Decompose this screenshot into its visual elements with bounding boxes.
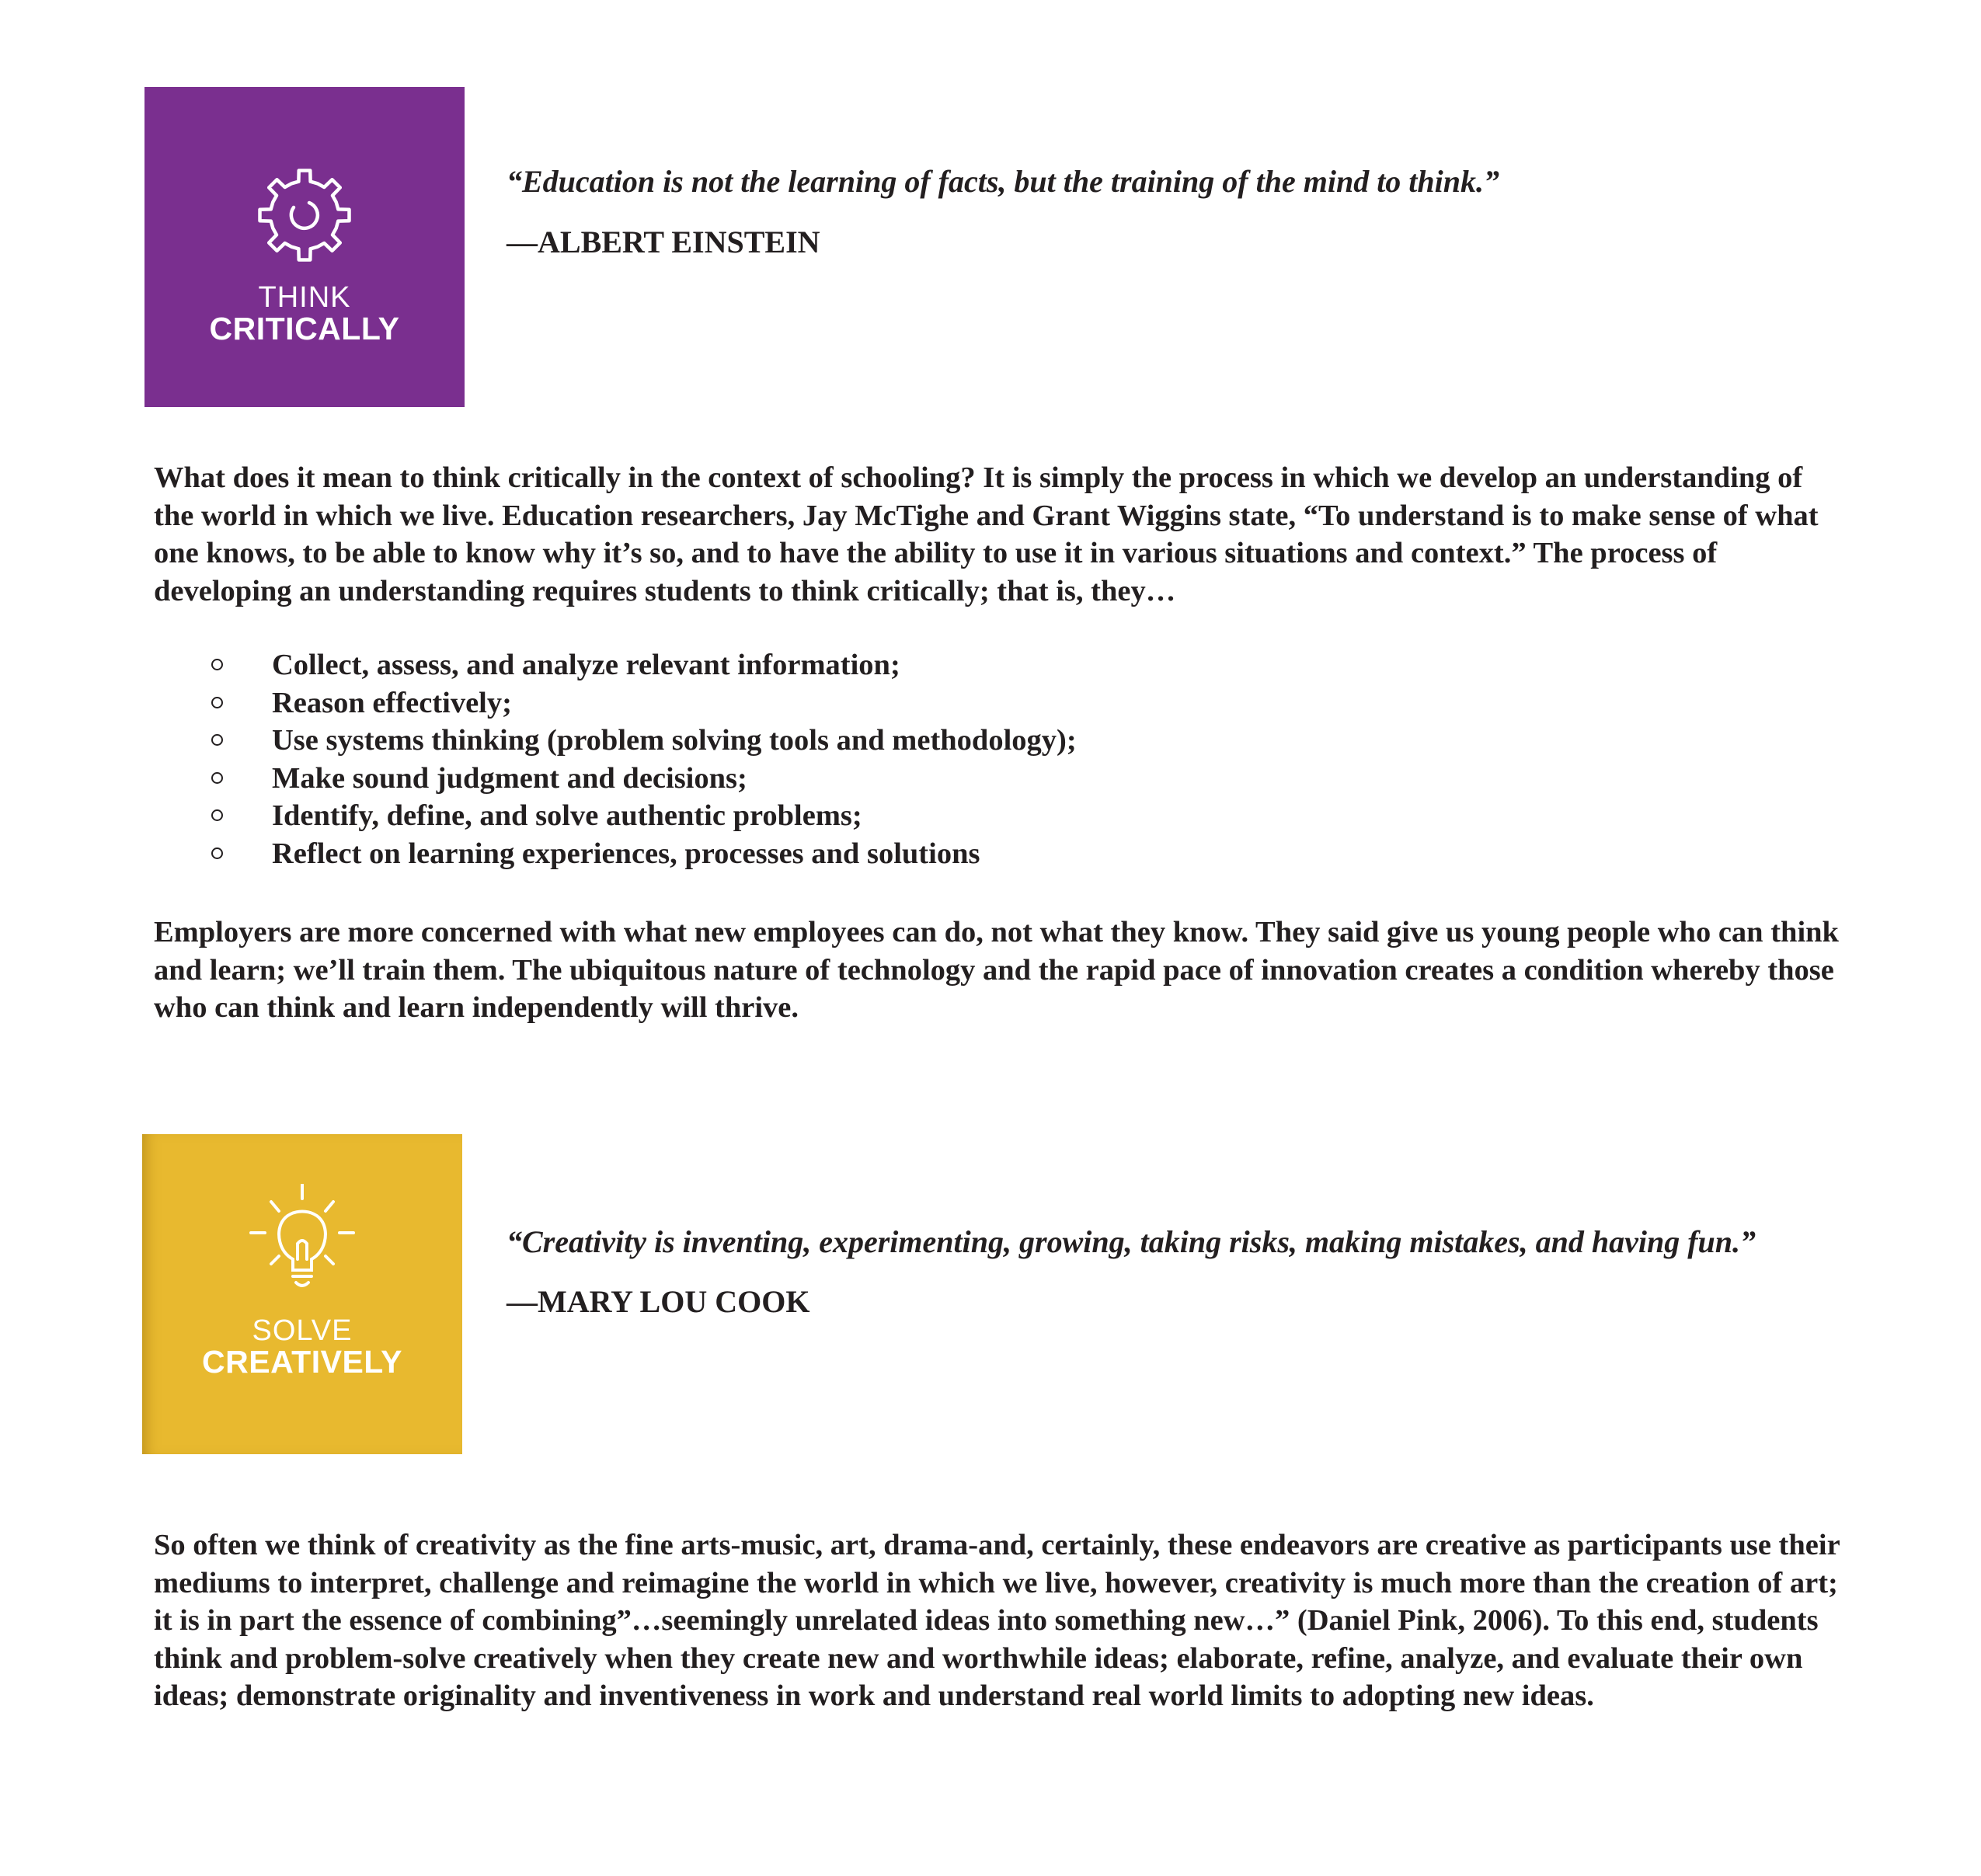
list-item-text: Identify, define, and solve authentic problems; xyxy=(272,799,862,833)
cook-quote: “Creativity is inventing, experimenting, growing, taking risks, making mistakes, and having fun.” xyxy=(507,1224,1756,1259)
list-item xyxy=(154,835,1077,873)
list-item-text: Make sound judgment and decisions; xyxy=(272,761,747,795)
solve-creatively-tile xyxy=(142,1134,462,1454)
circle-bullet-icon xyxy=(211,659,223,670)
circle-bullet-icon xyxy=(211,848,223,859)
critical-thinking-list xyxy=(154,646,1077,873)
lightbulb-icon xyxy=(240,1184,364,1300)
cook-author: —MARY LOU COOK xyxy=(507,1284,810,1319)
critical-thinking-intro: What does it mean to think critically in the context of schooling? It is simply the process in which we develop an understanding of the world in which we live. Education researchers, Jay McTighe and Grant Wiggins state, “To understand is to make sense of what one knows, to be able to know why it’s so, and to have the ability to use it in various situations and context.” The process of developing an understanding requires students to think critically; that is, they… xyxy=(154,461,1819,607)
list-item xyxy=(154,646,1077,684)
tile-label-creatively: CREATIVELY xyxy=(202,1344,402,1380)
gear-icon xyxy=(254,165,355,266)
creativity-paragraph: So often we think of creativity as the fine arts-music, art, drama-and, certainly, these endeavors are creative as participants use their mediums to interpret, challenge and reimagine the world in which we live, however, creativity is much more than the creation of art; it is in part the essence of combining”…seemingly unrelated ideas into something new…” (Daniel Pink, 2006). To this end, students think and problem-solve creatively when they create new and worthwhile ideas; elaborate, refine, analyze, and evaluate their own ideas; demonstrate originality and inventiveness in work and understand real world limits to adopting new ideas. xyxy=(154,1529,1840,1713)
circle-bullet-icon xyxy=(211,697,223,708)
list-item xyxy=(154,684,1077,722)
list-item-text: Reflect on learning experiences, processes and solutions xyxy=(272,837,980,870)
circle-bullet-icon xyxy=(211,809,223,821)
tile-label-critically: CRITICALLY xyxy=(209,311,400,346)
list-item-text: Reason effectively; xyxy=(272,686,512,719)
list-item xyxy=(154,760,1077,798)
list-item xyxy=(154,797,1077,835)
tile-label-solve: SOLVE xyxy=(252,1314,353,1347)
list-item xyxy=(154,722,1077,760)
circle-bullet-icon xyxy=(211,734,223,746)
tile-label-think: THINK xyxy=(258,281,351,314)
think-critically-tile xyxy=(144,87,465,407)
list-item-text: Collect, assess, and analyze relevant information; xyxy=(272,649,900,681)
einstein-author: —ALBERT EINSTEIN xyxy=(507,224,820,259)
list-item-text: Use systems thinking (problem solving tools and methodology); xyxy=(272,724,1077,757)
einstein-quote: “Education is not the learning of facts, but the training of the mind to think.” xyxy=(507,164,1500,199)
employers-paragraph: Employers are more concerned with what new employees can do, not what they know. They said give us young people who can think and learn; we’ll train them. The ubiquitous nature of technology and the rapid pace of innovation creates a condition whereby those who can think and learn independently will thrive. xyxy=(154,916,1839,1025)
circle-bullet-icon xyxy=(211,772,223,784)
